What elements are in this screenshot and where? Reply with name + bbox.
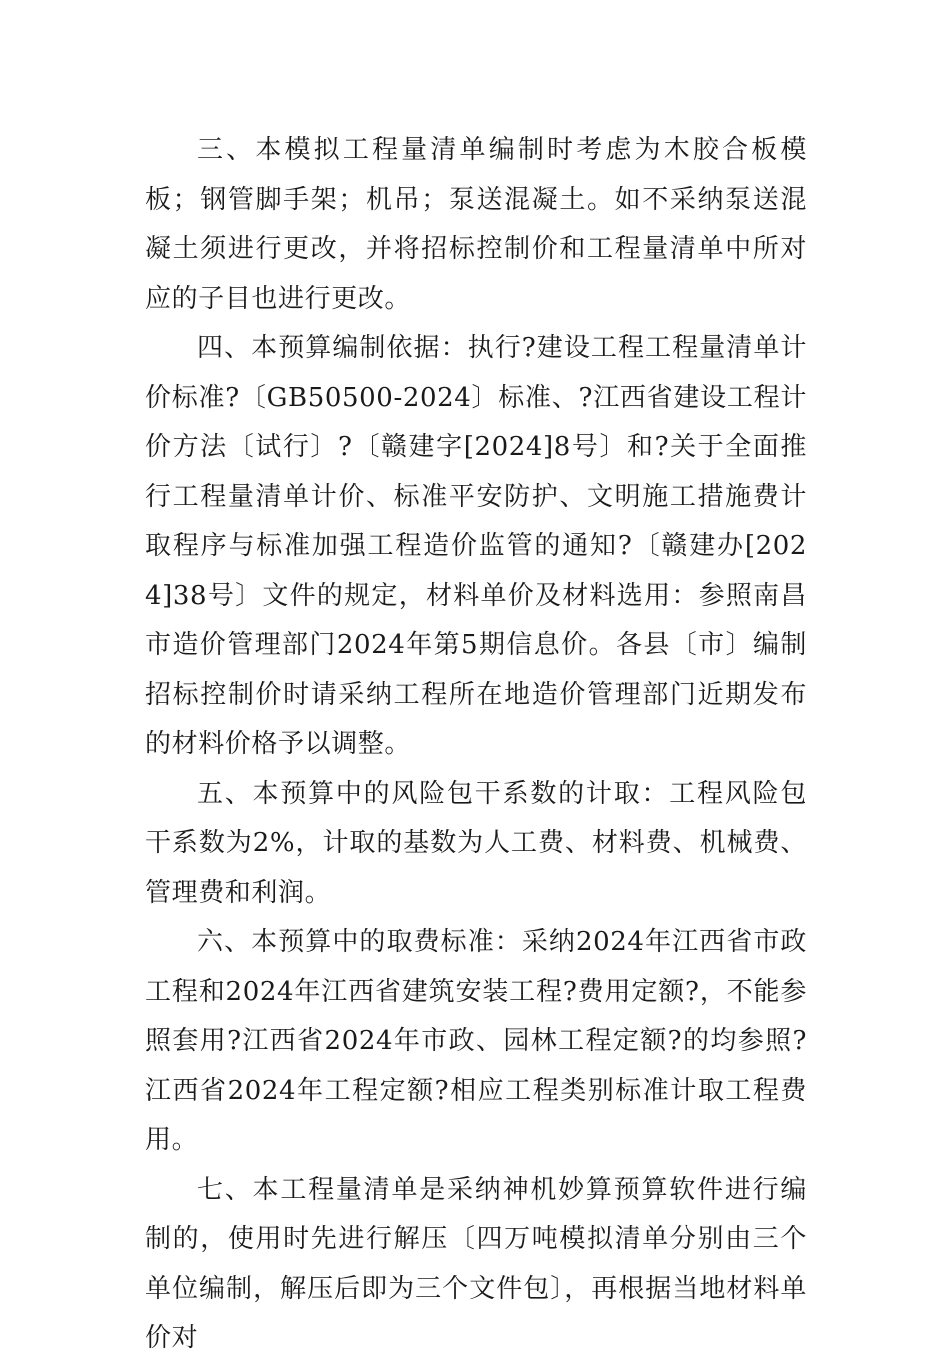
paragraph-7: 七、本工程量清单是采纳神机妙算预算软件进行编制的，使用时先进行解压〔四万吨模拟清单分别由三个单位编制，解压后即为三个文件包〕，再根据当地材料单价对 [145,1174,807,1353]
paragraph-4: 四、本预算编制依据：执行?建设工程工程量清单计价标准?〔GB50500-2024〕标准、?江西省建设工程计价方法〔试行〕?〔赣建字[2024]8号〕和?关于全面推行工程量清单计价、标准平安防护、文明施工措施费计取程序与标准加强工程造价监管的通知?〔赣建办[2024]38号〕文件的规定，材料单价及材料选用：参照南昌市造价管理部门2024年第5期信息价。各县〔市〕编制招标控制价时请采纳工程所在地造价管理部门近期发布的材料价格予以调整。 [145,333,807,759]
paragraph-6: 六、本预算中的取费标准：采纳2024年江西省市政工程和2024年江西省建筑安装工程?费用定额?，不能参照套用?江西省2024年市政、园林工程定额?的均参照?江西省2024年工程定额?相应工程类别标准计取工程费用。 [145,927,807,1155]
paragraph-5: 五、本预算中的风险包干系数的计取：工程风险包干系数为2%，计取的基数为人工费、材料费、机械费、管理费和利润。 [145,778,807,908]
document-body [145,126,807,1364]
paragraph-3: 三、本模拟工程量清单编制时考虑为木胶合板模板；钢管脚手架；机吊；泵送混凝土。如不采纳泵送混凝土须进行更改，并将招标控制价和工程量清单中所对应的子目也进行更改。 [145,135,807,314]
